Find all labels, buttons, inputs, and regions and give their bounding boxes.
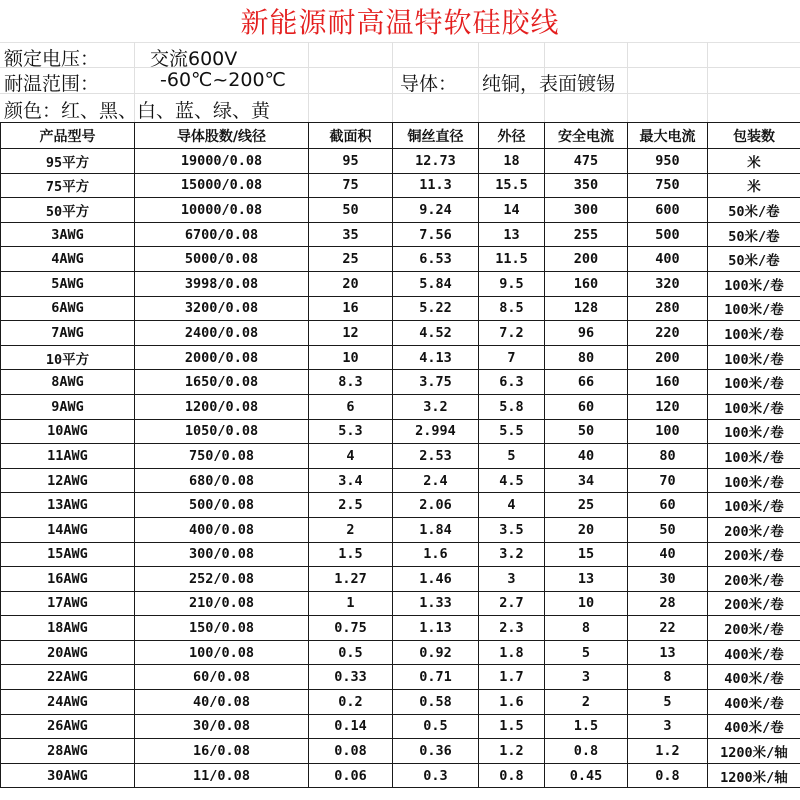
cell-col-max-current: 160 (628, 370, 708, 395)
cell-col-strands: 680/0.08 (135, 468, 309, 493)
cell-col-model: 10AWG (1, 419, 135, 444)
cell-col-wire-diameter: 1.13 (393, 616, 479, 641)
cell-col-max-current: 50 (628, 517, 708, 542)
table-row (1, 591, 800, 616)
cell-col-max-current: 120 (628, 394, 708, 419)
table-row (1, 640, 800, 665)
cell-col-packaging: 100米/卷 (708, 296, 800, 321)
cell-col-max-current: 5 (628, 690, 708, 715)
cell-col-strands: 6700/0.08 (135, 222, 309, 247)
cell-col-outer-diameter: 11.5 (479, 247, 545, 272)
cell-col-max-current: 100 (628, 419, 708, 444)
cell-col-packaging: 100米/卷 (708, 444, 800, 469)
cell-col-packaging: 200米/卷 (708, 517, 800, 542)
cell-col-packaging: 100米/卷 (708, 419, 800, 444)
cell-col-safe-current: 96 (545, 321, 628, 346)
cell-col-strands: 150/0.08 (135, 616, 309, 641)
cell-col-model: 4AWG (1, 247, 135, 272)
cell-col-packaging: 米 (708, 149, 800, 174)
cell-col-model: 17AWG (1, 591, 135, 616)
table-row (1, 271, 800, 296)
header-col-cross-section: 截面积 (309, 123, 393, 149)
cell-col-max-current: 28 (628, 591, 708, 616)
cell-col-wire-diameter: 7.56 (393, 222, 479, 247)
cell-col-outer-diameter: 1.7 (479, 665, 545, 690)
cell-col-outer-diameter: 5 (479, 444, 545, 469)
cell-col-model: 26AWG (1, 714, 135, 739)
cell-col-strands: 3200/0.08 (135, 296, 309, 321)
cell-col-wire-diameter: 3.75 (393, 370, 479, 395)
cell-col-packaging: 100米/卷 (708, 271, 800, 296)
table-row (1, 739, 800, 764)
cell-col-safe-current: 66 (545, 370, 628, 395)
table-row (1, 198, 800, 223)
cell-col-safe-current: 3 (545, 665, 628, 690)
cell-col-safe-current: 13 (545, 567, 628, 592)
cell-col-strands: 30/0.08 (135, 714, 309, 739)
cell-col-max-current: 750 (628, 173, 708, 198)
cell-col-wire-diameter: 1.33 (393, 591, 479, 616)
cell-col-wire-diameter: 1.84 (393, 517, 479, 542)
cell-col-strands: 210/0.08 (135, 591, 309, 616)
table-row (1, 419, 800, 444)
cell-col-wire-diameter: 9.24 (393, 198, 479, 223)
header-col-wire-diameter: 铜丝直径 (393, 123, 479, 149)
cell-col-max-current: 13 (628, 640, 708, 665)
cell-col-strands: 60/0.08 (135, 665, 309, 690)
cell-col-wire-diameter: 2.4 (393, 468, 479, 493)
cell-col-wire-diameter: 0.36 (393, 739, 479, 764)
spec-table (0, 122, 800, 788)
table-body (1, 149, 800, 788)
cell-col-cross-section: 6 (309, 394, 393, 419)
cell-col-strands: 19000/0.08 (135, 149, 309, 174)
cell-col-cross-section: 4 (309, 444, 393, 469)
cell-col-strands: 3998/0.08 (135, 271, 309, 296)
table-row (1, 394, 800, 419)
cell-col-outer-diameter: 9.5 (479, 271, 545, 296)
cell-col-packaging: 100米/卷 (708, 321, 800, 346)
cell-col-cross-section: 8.3 (309, 370, 393, 395)
cell-col-packaging: 200米/卷 (708, 542, 800, 567)
table-row (1, 690, 800, 715)
table-row (1, 517, 800, 542)
cell-col-model: 30AWG (1, 763, 135, 788)
cell-col-model: 28AWG (1, 739, 135, 764)
cell-col-wire-diameter: 6.53 (393, 247, 479, 272)
cell-col-wire-diameter: 0.92 (393, 640, 479, 665)
grid-line (308, 42, 309, 122)
cell-col-cross-section: 1.5 (309, 542, 393, 567)
document-title: 新能源耐高温特软硅胶线 (0, 0, 800, 43)
cell-col-model: 7AWG (1, 321, 135, 346)
cell-col-outer-diameter: 3.5 (479, 517, 545, 542)
cell-col-packaging: 400米/卷 (708, 665, 800, 690)
cell-col-strands: 10000/0.08 (135, 198, 309, 223)
cell-col-wire-diameter: 2.994 (393, 419, 479, 444)
cell-col-cross-section: 35 (309, 222, 393, 247)
cell-col-packaging: 400米/卷 (708, 690, 800, 715)
cell-col-outer-diameter: 15.5 (479, 173, 545, 198)
grid-line (478, 42, 479, 122)
cell-col-packaging: 50米/卷 (708, 198, 800, 223)
cell-col-cross-section: 0.06 (309, 763, 393, 788)
cell-col-wire-diameter: 5.22 (393, 296, 479, 321)
table-row (1, 222, 800, 247)
cell-col-packaging: 50米/卷 (708, 222, 800, 247)
cell-col-outer-diameter: 4.5 (479, 468, 545, 493)
cell-col-packaging: 100米/卷 (708, 394, 800, 419)
cell-col-safe-current: 0.8 (545, 739, 628, 764)
cell-col-max-current: 60 (628, 493, 708, 518)
cell-col-safe-current: 2 (545, 690, 628, 715)
table-row (1, 149, 800, 174)
cell-col-model: 8AWG (1, 370, 135, 395)
cell-col-outer-diameter: 7 (479, 345, 545, 370)
cell-col-model: 10平方 (1, 345, 135, 370)
cell-col-strands: 1050/0.08 (135, 419, 309, 444)
cell-col-packaging: 200米/卷 (708, 616, 800, 641)
cell-col-cross-section: 75 (309, 173, 393, 198)
cell-col-max-current: 600 (628, 198, 708, 223)
cell-col-outer-diameter: 1.2 (479, 739, 545, 764)
cell-col-strands: 16/0.08 (135, 739, 309, 764)
cell-col-safe-current: 60 (545, 394, 628, 419)
cell-col-strands: 2000/0.08 (135, 345, 309, 370)
cell-col-wire-diameter: 2.06 (393, 493, 479, 518)
cell-col-model: 6AWG (1, 296, 135, 321)
cell-col-model: 20AWG (1, 640, 135, 665)
cell-col-wire-diameter: 0.3 (393, 763, 479, 788)
cell-col-max-current: 1.2 (628, 739, 708, 764)
cell-col-max-current: 40 (628, 542, 708, 567)
grid-line (627, 42, 628, 122)
cell-col-strands: 40/0.08 (135, 690, 309, 715)
cell-col-wire-diameter: 0.71 (393, 665, 479, 690)
cell-col-max-current: 70 (628, 468, 708, 493)
grid-line (707, 42, 708, 122)
cell-col-strands: 750/0.08 (135, 444, 309, 469)
cell-col-max-current: 220 (628, 321, 708, 346)
cell-col-cross-section: 95 (309, 149, 393, 174)
cell-col-strands: 11/0.08 (135, 763, 309, 788)
cell-col-safe-current: 34 (545, 468, 628, 493)
cell-col-outer-diameter: 7.2 (479, 321, 545, 346)
cell-col-cross-section: 12 (309, 321, 393, 346)
cell-col-cross-section: 0.5 (309, 640, 393, 665)
cell-col-model: 95平方 (1, 149, 135, 174)
cell-col-cross-section: 2.5 (309, 493, 393, 518)
cell-col-outer-diameter: 5.5 (479, 419, 545, 444)
cell-col-strands: 400/0.08 (135, 517, 309, 542)
cell-col-packaging: 400米/卷 (708, 714, 800, 739)
cell-col-cross-section: 16 (309, 296, 393, 321)
voltage-label: 额定电压： (4, 48, 100, 70)
cell-col-packaging: 1200米/轴 (708, 763, 800, 788)
voltage-value: 交流600V (150, 48, 238, 70)
table-row (1, 173, 800, 198)
cell-col-wire-diameter: 4.13 (393, 345, 479, 370)
header-col-max-current: 最大电流 (628, 123, 708, 149)
conductor-value: 纯铜，表面镀锡 (482, 73, 616, 95)
cell-col-max-current: 22 (628, 616, 708, 641)
cell-col-model: 12AWG (1, 468, 135, 493)
cell-col-safe-current: 20 (545, 517, 628, 542)
cell-col-safe-current: 350 (545, 173, 628, 198)
table-row (1, 714, 800, 739)
cell-col-outer-diameter: 6.3 (479, 370, 545, 395)
header-col-model: 产品型号 (1, 123, 135, 149)
cell-col-outer-diameter: 18 (479, 149, 545, 174)
cell-col-outer-diameter: 3 (479, 567, 545, 592)
cell-col-max-current: 8 (628, 665, 708, 690)
cell-col-model: 16AWG (1, 567, 135, 592)
cell-col-max-current: 80 (628, 444, 708, 469)
cell-col-packaging: 1200米/轴 (708, 739, 800, 764)
cell-col-max-current: 3 (628, 714, 708, 739)
cell-col-outer-diameter: 2.7 (479, 591, 545, 616)
cell-col-model: 24AWG (1, 690, 135, 715)
cell-col-wire-diameter: 4.52 (393, 321, 479, 346)
cell-col-cross-section: 20 (309, 271, 393, 296)
cell-col-safe-current: 40 (545, 444, 628, 469)
info-row-voltage (0, 42, 800, 68)
header-col-packaging: 包装数 (708, 123, 800, 149)
cell-col-model: 3AWG (1, 222, 135, 247)
cell-col-model: 22AWG (1, 665, 135, 690)
table-row (1, 370, 800, 395)
cell-col-safe-current: 5 (545, 640, 628, 665)
cell-col-packaging: 100米/卷 (708, 468, 800, 493)
cell-col-safe-current: 15 (545, 542, 628, 567)
cell-col-model: 18AWG (1, 616, 135, 641)
cell-col-model: 11AWG (1, 444, 135, 469)
cell-col-safe-current: 80 (545, 345, 628, 370)
cell-col-outer-diameter: 1.6 (479, 690, 545, 715)
temperature-value: -60℃~200℃ (160, 69, 286, 91)
cell-col-cross-section: 3.4 (309, 468, 393, 493)
cell-col-cross-section: 25 (309, 247, 393, 272)
cell-col-safe-current: 128 (545, 296, 628, 321)
cell-col-cross-section: 10 (309, 345, 393, 370)
cell-col-model: 13AWG (1, 493, 135, 518)
table-row (1, 345, 800, 370)
cell-col-strands: 15000/0.08 (135, 173, 309, 198)
cell-col-model: 15AWG (1, 542, 135, 567)
cell-col-strands: 1200/0.08 (135, 394, 309, 419)
cell-col-cross-section: 0.2 (309, 690, 393, 715)
cell-col-strands: 300/0.08 (135, 542, 309, 567)
cell-col-safe-current: 300 (545, 198, 628, 223)
cell-col-cross-section: 0.08 (309, 739, 393, 764)
header-col-strands: 导体股数/线径 (135, 123, 309, 149)
table-row (1, 567, 800, 592)
table-header-row (1, 123, 800, 149)
cell-col-cross-section: 1.27 (309, 567, 393, 592)
header-col-safe-current: 安全电流 (545, 123, 628, 149)
cell-col-cross-section: 0.33 (309, 665, 393, 690)
cell-col-max-current: 200 (628, 345, 708, 370)
cell-col-model: 9AWG (1, 394, 135, 419)
cell-col-model: 14AWG (1, 517, 135, 542)
cell-col-packaging: 米 (708, 173, 800, 198)
cell-col-outer-diameter: 1.8 (479, 640, 545, 665)
cell-col-safe-current: 1.5 (545, 714, 628, 739)
cell-col-cross-section: 50 (309, 198, 393, 223)
cell-col-wire-diameter: 1.46 (393, 567, 479, 592)
cell-col-wire-diameter: 5.84 (393, 271, 479, 296)
table-row (1, 321, 800, 346)
cell-col-cross-section: 0.75 (309, 616, 393, 641)
cell-col-safe-current: 25 (545, 493, 628, 518)
cell-col-cross-section: 2 (309, 517, 393, 542)
cell-col-max-current: 280 (628, 296, 708, 321)
cell-col-max-current: 0.8 (628, 763, 708, 788)
cell-col-packaging: 100米/卷 (708, 370, 800, 395)
cell-col-model: 75平方 (1, 173, 135, 198)
cell-col-safe-current: 8 (545, 616, 628, 641)
cell-col-wire-diameter: 2.53 (393, 444, 479, 469)
table-row (1, 542, 800, 567)
cell-col-strands: 1650/0.08 (135, 370, 309, 395)
cell-col-max-current: 320 (628, 271, 708, 296)
cell-col-packaging: 200米/卷 (708, 591, 800, 616)
conductor-label: 导体： (400, 73, 458, 95)
cell-col-max-current: 400 (628, 247, 708, 272)
cell-col-outer-diameter: 4 (479, 493, 545, 518)
cell-col-packaging: 400米/卷 (708, 640, 800, 665)
cell-col-cross-section: 1 (309, 591, 393, 616)
cell-col-outer-diameter: 0.8 (479, 763, 545, 788)
cell-col-strands: 500/0.08 (135, 493, 309, 518)
cell-col-outer-diameter: 1.5 (479, 714, 545, 739)
cell-col-cross-section: 0.14 (309, 714, 393, 739)
cell-col-safe-current: 10 (545, 591, 628, 616)
cell-col-model: 5AWG (1, 271, 135, 296)
cell-col-packaging: 200米/卷 (708, 567, 800, 592)
cell-col-outer-diameter: 5.8 (479, 394, 545, 419)
table-row (1, 296, 800, 321)
cell-col-strands: 5000/0.08 (135, 247, 309, 272)
table-row (1, 665, 800, 690)
cell-col-max-current: 950 (628, 149, 708, 174)
table-row (1, 247, 800, 272)
header-col-outer-diameter: 外径 (479, 123, 545, 149)
cell-col-wire-diameter: 11.3 (393, 173, 479, 198)
table-row (1, 616, 800, 641)
cell-col-packaging: 50米/卷 (708, 247, 800, 272)
cell-col-safe-current: 200 (545, 247, 628, 272)
cell-col-wire-diameter: 0.5 (393, 714, 479, 739)
cell-col-wire-diameter: 0.58 (393, 690, 479, 715)
table-row (1, 444, 800, 469)
cell-col-strands: 100/0.08 (135, 640, 309, 665)
cell-col-outer-diameter: 13 (479, 222, 545, 247)
cell-col-outer-diameter: 8.5 (479, 296, 545, 321)
cell-col-safe-current: 0.45 (545, 763, 628, 788)
cell-col-safe-current: 255 (545, 222, 628, 247)
cell-col-safe-current: 50 (545, 419, 628, 444)
cell-col-packaging: 100米/卷 (708, 493, 800, 518)
grid-line (392, 42, 393, 122)
cell-col-outer-diameter: 2.3 (479, 616, 545, 641)
table-row (1, 493, 800, 518)
cell-col-outer-diameter: 3.2 (479, 542, 545, 567)
cell-col-wire-diameter: 12.73 (393, 149, 479, 174)
cell-col-strands: 252/0.08 (135, 567, 309, 592)
cell-col-max-current: 30 (628, 567, 708, 592)
cell-col-model: 50平方 (1, 198, 135, 223)
cell-col-max-current: 500 (628, 222, 708, 247)
table-row (1, 468, 800, 493)
cell-col-packaging: 100米/卷 (708, 345, 800, 370)
cell-col-cross-section: 5.3 (309, 419, 393, 444)
cell-col-safe-current: 475 (545, 149, 628, 174)
cell-col-safe-current: 160 (545, 271, 628, 296)
cell-col-outer-diameter: 14 (479, 198, 545, 223)
temperature-label: 耐温范围： (4, 73, 100, 95)
color-options: 颜色：红、黑、白、蓝、绿、黄 (4, 100, 271, 122)
cell-col-wire-diameter: 3.2 (393, 394, 479, 419)
cell-col-wire-diameter: 1.6 (393, 542, 479, 567)
table-row (1, 763, 800, 788)
cell-col-strands: 2400/0.08 (135, 321, 309, 346)
